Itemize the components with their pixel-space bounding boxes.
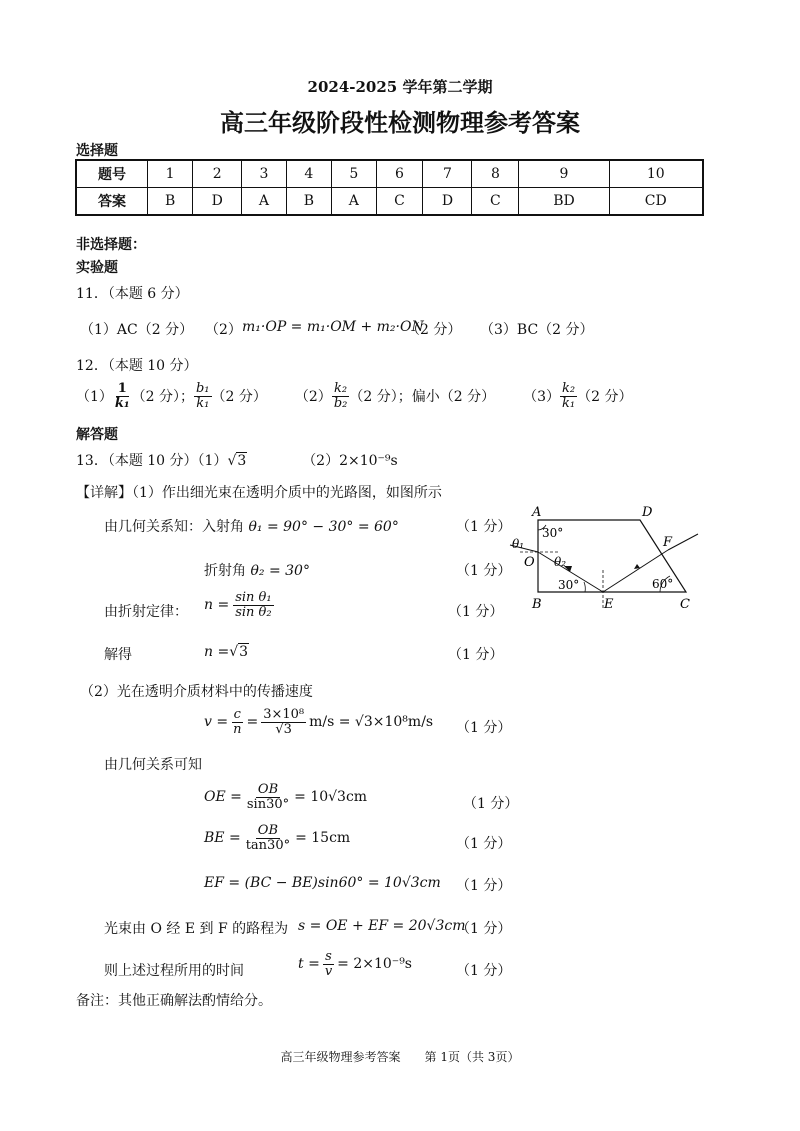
table-cell: CD — [609, 188, 703, 216]
geometry-line — [104, 516, 399, 536]
equals: = — [246, 714, 259, 731]
q12-score4: （2 分） — [577, 389, 633, 406]
score: （1 分） — [463, 796, 519, 812]
velocity-expr — [204, 708, 433, 736]
path-label: 光束由 O 经 E 到 F 的路程为 — [104, 921, 289, 937]
score: （1 分） — [448, 647, 504, 663]
q11-part3: （3）BC（2 分） — [480, 322, 594, 338]
numerator: 3×10⁸ — [263, 707, 305, 722]
numerator: s — [325, 949, 332, 964]
be-rhs: = 15cm — [295, 830, 351, 847]
denominator: sin θ₂ — [235, 604, 272, 620]
q13-head: 13．（本题 10 分）（1） — [76, 453, 228, 469]
q13-head-line — [76, 450, 398, 470]
nonchoice-label: 非选择题： — [76, 237, 146, 253]
label-e: E — [604, 597, 614, 612]
fraction — [233, 591, 273, 619]
fraction — [245, 783, 291, 811]
table-cell: 7 — [423, 160, 472, 188]
denominator: b₂ — [333, 395, 348, 411]
q11-head: 11．（本题 6 分） — [76, 286, 189, 302]
score: （1 分） — [456, 878, 512, 894]
q13-ans1: 3 — [237, 453, 247, 469]
table-row — [76, 160, 703, 188]
experiment-label: 实验题 — [76, 260, 118, 276]
geometry-label: 由几何关系知：入射角 — [104, 519, 244, 535]
table-cell: C — [472, 188, 519, 216]
label-angle-30-bottom: 30° — [558, 578, 580, 592]
refraction-line — [204, 560, 310, 580]
numerator: OB — [257, 823, 278, 838]
solve-expr — [204, 644, 249, 660]
geometry-expr: θ₁ = 90° − 30° = 60° — [248, 519, 399, 535]
score: （1 分） — [456, 720, 512, 736]
refraction-label: 折射角 — [204, 563, 246, 579]
table-cell: 8 — [472, 160, 519, 188]
numerator: k₂ — [562, 381, 576, 396]
label-theta1: θ₁ — [512, 537, 525, 551]
q11-part2-score: （2 分） — [406, 322, 462, 338]
numerator: sin θ₁ — [235, 590, 272, 605]
denominator: k₁ — [562, 395, 576, 411]
q13-ans2: （2）2×10⁻⁹s — [302, 453, 398, 469]
table-cell: D — [423, 188, 472, 216]
oe-rhs: = 10√3cm — [294, 789, 368, 806]
q12-part2-label: （2） — [294, 389, 332, 406]
ef-expr: EF = (BC − BE)sin60° = 10√3cm — [204, 875, 441, 891]
solve-word: 解得 — [104, 647, 132, 663]
q11-part2-label: （2） — [205, 322, 242, 338]
fraction — [332, 382, 350, 410]
term-line: 2024-2025 学年第二学期 — [307, 78, 493, 96]
fraction — [560, 382, 577, 410]
q12-score3: （2 分）；偏小（2 分） — [349, 389, 496, 406]
time-expr — [298, 950, 412, 978]
label-d: D — [642, 505, 653, 520]
numerator: OB — [257, 782, 279, 797]
page-footer: 高三年级物理参考答案 第 1页（共 3页） — [280, 1050, 520, 1064]
refraction-expr: θ₂ = 30° — [250, 563, 310, 579]
label-o: O — [524, 555, 535, 570]
oe-expr — [204, 783, 367, 811]
geometry2-label: 由几何关系可知 — [104, 757, 202, 773]
table-header-cell: 答案 — [76, 188, 148, 216]
fraction — [261, 708, 306, 736]
table-header-cell: 题号 — [76, 160, 148, 188]
numerator: k₂ — [334, 381, 348, 396]
label-f: F — [663, 535, 673, 550]
label-c: C — [680, 597, 690, 612]
denominator: v — [324, 963, 333, 979]
label-b: B — [532, 597, 542, 612]
path-expr: s = OE + EF = 20√3cm — [298, 918, 466, 934]
label-angle-30-top: 30° — [542, 526, 564, 540]
score: （1 分） — [456, 519, 512, 535]
table-cell: 9 — [519, 160, 609, 188]
denominator: n — [233, 721, 242, 737]
score: （1 分） — [456, 563, 512, 579]
law-expr — [204, 591, 274, 619]
table-cell: 4 — [286, 160, 331, 188]
q12-part3-label: （3） — [523, 389, 560, 406]
fraction — [231, 708, 243, 736]
velocity-lhs: v = — [204, 714, 229, 731]
q11-part2-expr: m₁·OP = m₁·OM + m₂·ON — [242, 319, 424, 335]
exit-ray — [668, 534, 698, 550]
time-rhs: = 2×10⁻⁹s — [337, 956, 412, 973]
oe-lhs: OE = — [204, 789, 242, 806]
table-cell: C — [376, 188, 423, 216]
velocity-rhs: m/s = √3×10⁸m/s — [309, 714, 434, 731]
numerator: 1 — [117, 381, 127, 396]
sqrt-symbol: √ — [229, 644, 239, 660]
q12-head: 12．（本题 10 分） — [76, 358, 198, 374]
score: （1 分） — [448, 604, 504, 620]
table-row — [76, 188, 703, 216]
q12-score1: （2 分）； — [131, 389, 194, 406]
note: 备注：其他正确解法酌情给分。 — [76, 993, 272, 1009]
table-cell: 2 — [193, 160, 242, 188]
denominator: √3 — [275, 721, 292, 737]
table-cell: A — [242, 188, 287, 216]
choice-section-label: 选择题 — [76, 143, 118, 159]
table-cell: D — [193, 188, 242, 216]
solve-label: 解答题 — [76, 427, 118, 443]
fraction — [113, 382, 132, 410]
denominator: k₁ — [114, 395, 130, 411]
table-cell: 6 — [376, 160, 423, 188]
denominator: k₁ — [196, 395, 210, 411]
q12-part1-label: （1） — [76, 389, 113, 406]
label-theta2: θ₂ — [554, 555, 567, 569]
denominator: sin30° — [246, 796, 290, 812]
q12-score2: （2 分） — [211, 389, 267, 406]
table-cell: 3 — [242, 160, 287, 188]
score: （1 分） — [456, 921, 512, 937]
q11-part1: （1）AC（2 分） — [80, 322, 194, 338]
table-cell: B — [148, 188, 193, 216]
sqrt-symbol: √ — [227, 453, 237, 469]
angle-arc — [584, 582, 585, 592]
solve-expr-pre: n = — [204, 644, 230, 660]
law-label: 由折射定律： — [104, 604, 188, 620]
fraction — [194, 382, 212, 410]
page-title: 高三年级阶段性检测物理参考答案 — [220, 108, 580, 137]
label-angle-60: 60° — [652, 577, 674, 591]
score: （1 分） — [456, 963, 512, 979]
table-cell: 10 — [609, 160, 703, 188]
be-expr — [204, 824, 350, 852]
table-cell: 1 — [148, 160, 193, 188]
part2-head: （2）光在透明介质材料中的传播速度 — [80, 684, 313, 700]
numerator: b₁ — [195, 381, 210, 396]
table-cell: BD — [519, 188, 609, 216]
fraction — [323, 950, 334, 978]
denominator: tan30° — [245, 837, 291, 853]
fraction — [244, 824, 292, 852]
table-cell: A — [332, 188, 377, 216]
numerator: c — [233, 707, 241, 722]
score: （1 分） — [456, 836, 512, 852]
q12-line — [76, 382, 632, 410]
table-cell: 5 — [332, 160, 377, 188]
table-cell: B — [286, 188, 331, 216]
light-path-diagram — [500, 500, 710, 620]
answer-table — [75, 159, 704, 216]
law-lhs: n = — [204, 597, 230, 614]
solve-expr-rad: 3 — [239, 644, 249, 660]
label-a: A — [532, 505, 542, 520]
time-lhs: t = — [298, 956, 320, 973]
time-label: 则上述过程所用的时间 — [104, 963, 244, 979]
be-lhs: BE = — [204, 830, 241, 847]
q13-detail: 【详解】（1）作出细光束在透明介质中的光路图，如图所示 — [76, 485, 442, 501]
